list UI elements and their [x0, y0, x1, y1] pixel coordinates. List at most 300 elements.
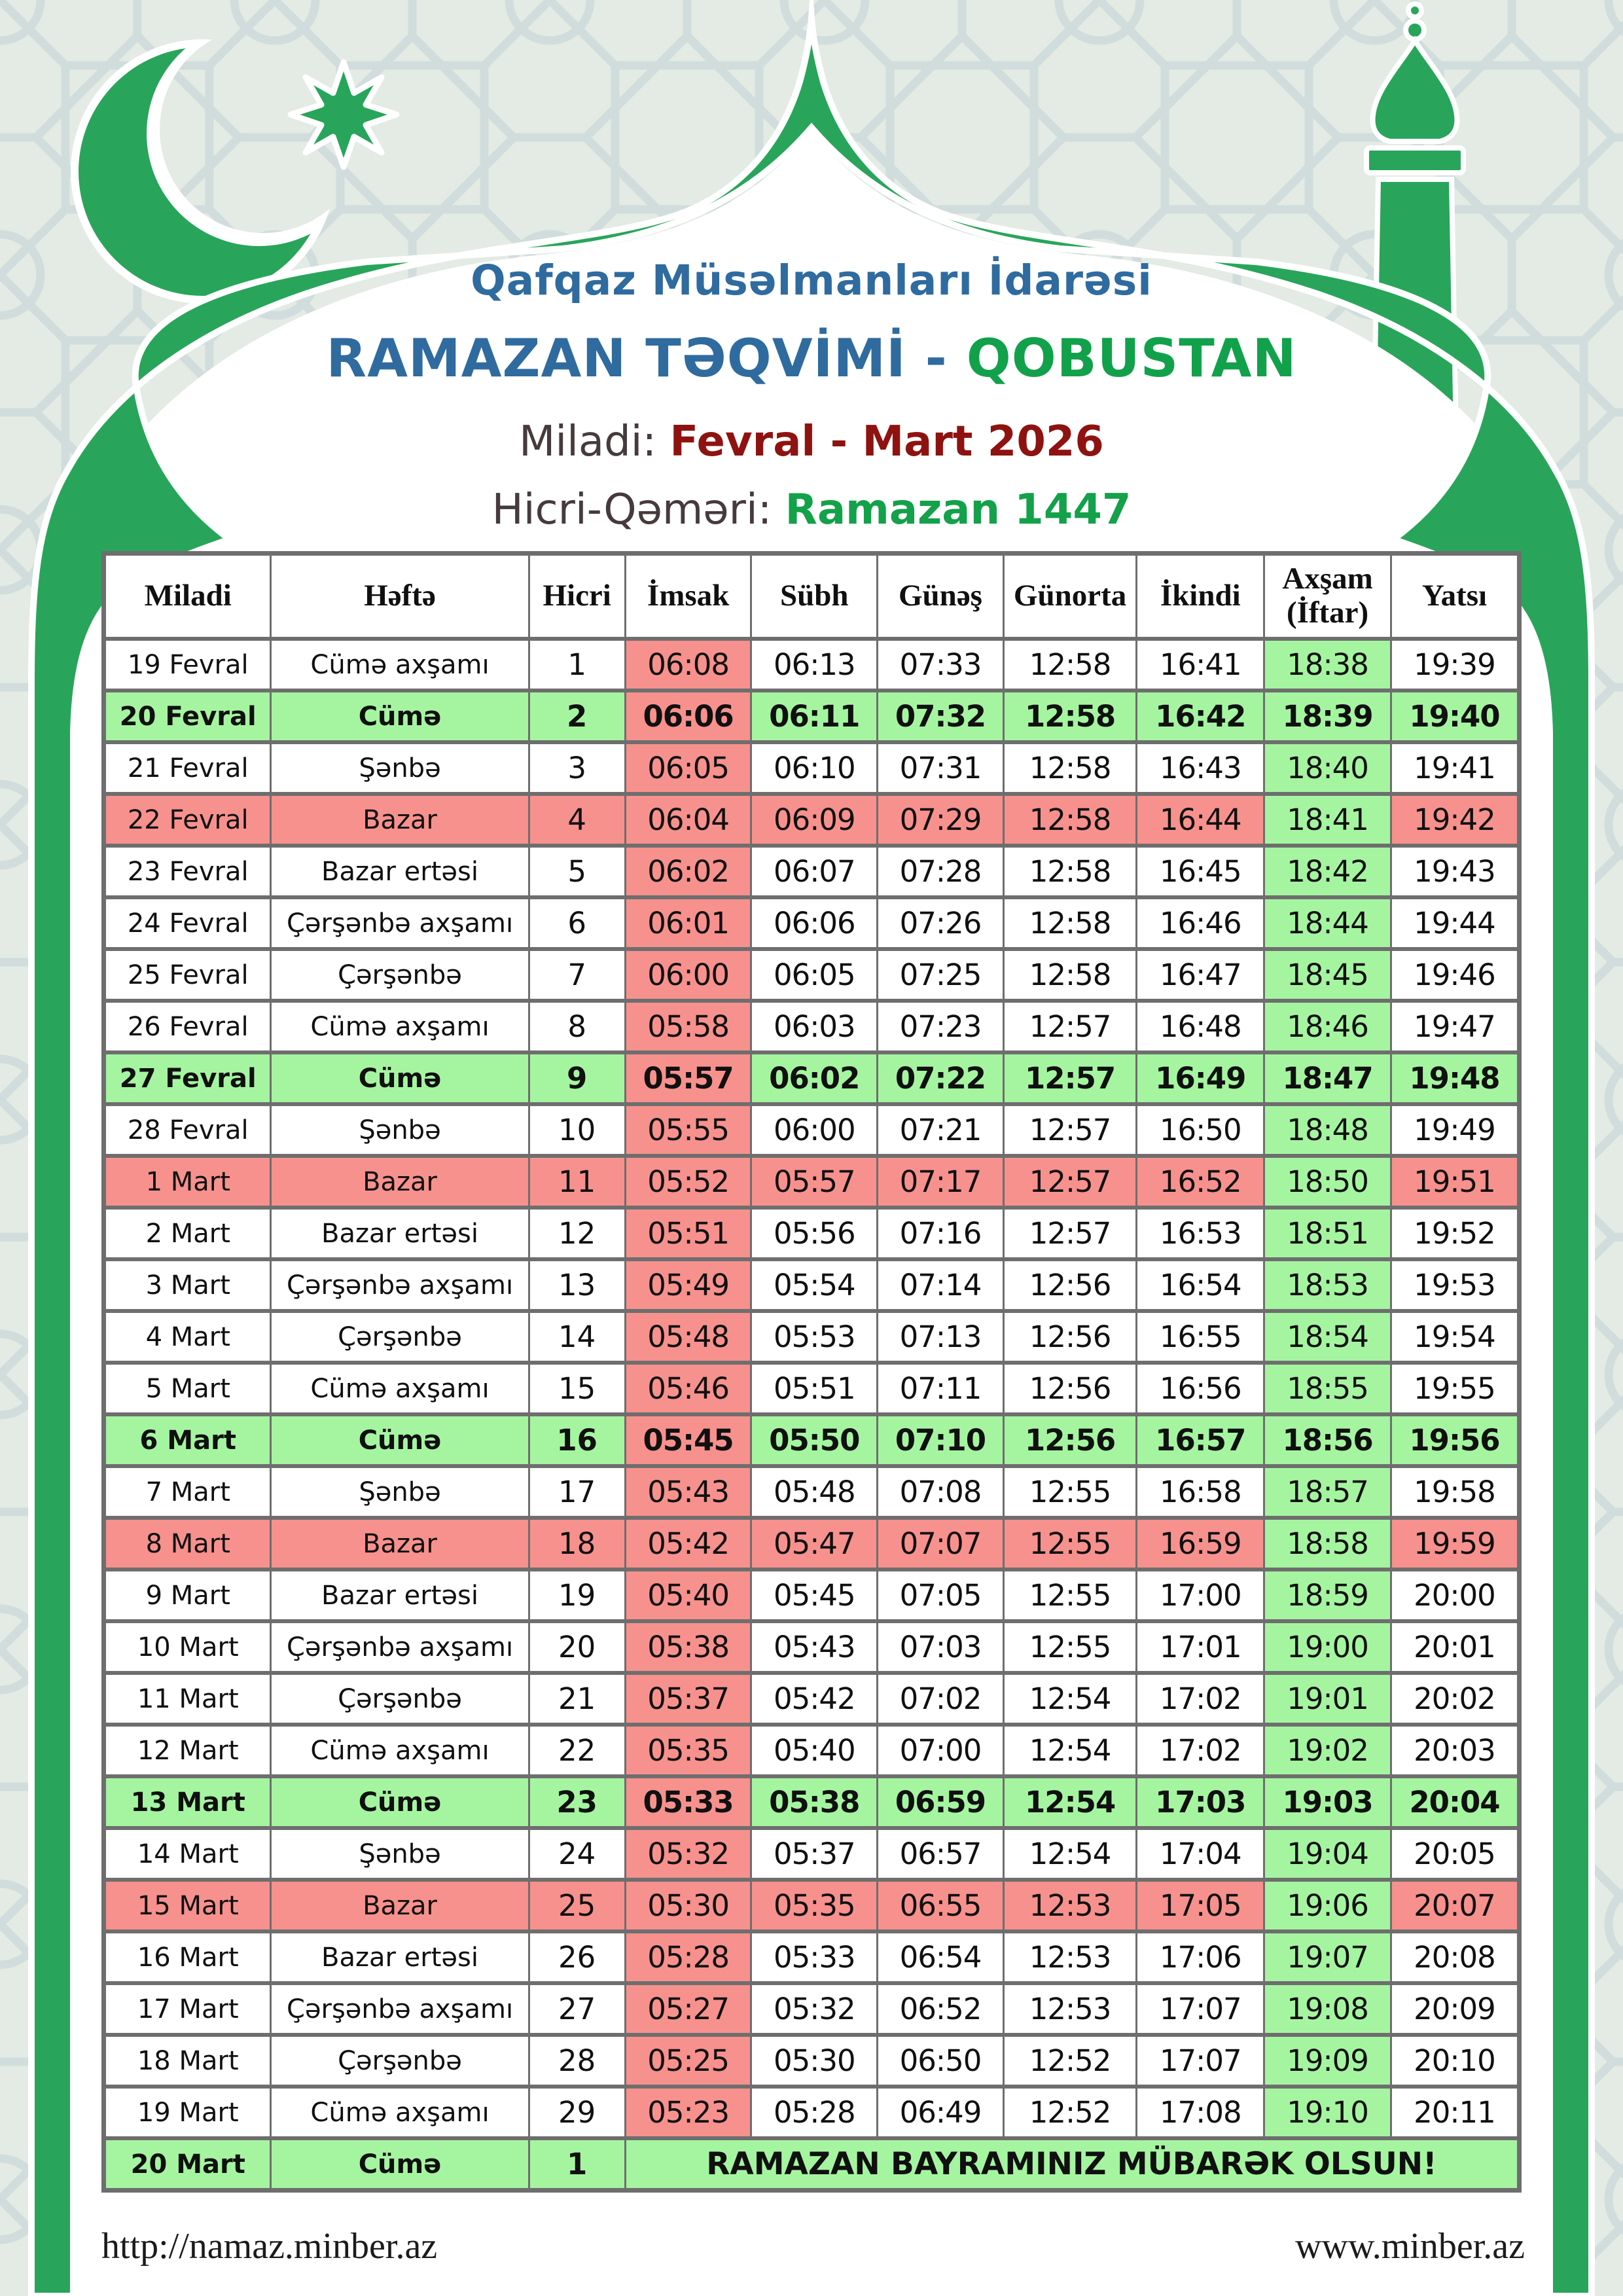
time-cell: 05:48: [751, 1466, 878, 1518]
time-cell: 18:59: [1264, 1570, 1391, 1621]
date-cell: 23 Fevral: [104, 846, 271, 897]
hicri-cell: 15: [529, 1363, 625, 1414]
time-cell: 06:07: [751, 846, 878, 897]
poster-title-city: QOBUSTAN: [966, 328, 1297, 389]
time-cell: 05:47: [751, 1518, 878, 1570]
date-cell: 5 Mart: [104, 1363, 271, 1414]
date-cell: 6 Mart: [104, 1414, 271, 1466]
table-row: [104, 1156, 1520, 1208]
hicri-cell: 12: [529, 1208, 625, 1259]
time-cell: 07:28: [878, 846, 1004, 897]
time-cell: 16:59: [1137, 1518, 1264, 1570]
time-cell: 18:41: [1264, 794, 1391, 846]
time-cell: 16:47: [1137, 949, 1264, 1001]
poster-title: [157, 328, 1466, 389]
time-cell: 17:08: [1137, 2087, 1264, 2138]
time-cell: 12:56: [1003, 1259, 1137, 1311]
date-cell: 28 Fevral: [104, 1104, 271, 1156]
weekday-cell: Çərşənbə: [271, 949, 529, 1001]
time-cell: 19:10: [1264, 2087, 1391, 2138]
time-cell: 12:53: [1003, 1931, 1137, 1983]
table-row: [104, 897, 1520, 949]
time-cell: 07:10: [878, 1414, 1004, 1466]
hicri-cell: 28: [529, 2035, 625, 2087]
time-cell: 12:54: [1003, 1725, 1137, 1776]
ramadan-calendar-table: [101, 551, 1522, 2193]
bayram-row: [104, 2138, 1520, 2191]
time-cell: 17:01: [1137, 1621, 1264, 1673]
table-row: [104, 742, 1520, 794]
time-cell: 19:56: [1391, 1414, 1519, 1466]
time-cell: 12:55: [1003, 1570, 1137, 1621]
time-cell: 06:06: [751, 897, 878, 949]
time-cell: 12:54: [1003, 1673, 1137, 1725]
time-cell: 19:06: [1264, 1880, 1391, 1931]
date-cell: 15 Mart: [104, 1880, 271, 1931]
time-cell: 20:01: [1391, 1621, 1519, 1673]
table-row: [104, 1673, 1520, 1725]
time-cell: 06:05: [751, 949, 878, 1001]
time-cell: 16:53: [1137, 1208, 1264, 1259]
date-cell: 11 Mart: [104, 1673, 271, 1725]
hicri-cell: 24: [529, 1828, 625, 1880]
time-cell: 07:13: [878, 1311, 1004, 1363]
time-cell: 20:02: [1391, 1673, 1519, 1725]
time-cell: 16:58: [1137, 1466, 1264, 1518]
time-cell: 17:07: [1137, 1983, 1264, 2035]
time-cell: 05:35: [625, 1725, 751, 1776]
hicri-line: [157, 486, 1466, 534]
time-cell: 07:07: [878, 1518, 1004, 1570]
hicri-value: Ramazan 1447: [785, 486, 1132, 534]
weekday-cell: Cümə: [271, 1414, 529, 1466]
time-cell: 19:59: [1391, 1518, 1519, 1570]
weekday-cell: Cümə: [271, 691, 529, 742]
hicri-label: Hicri-Qəməri:: [491, 486, 785, 534]
time-cell: 06:00: [625, 949, 751, 1001]
time-cell: 20:07: [1391, 1880, 1519, 1931]
date-cell: 12 Mart: [104, 1725, 271, 1776]
date-cell: 19 Fevral: [104, 639, 271, 691]
date-cell: 3 Mart: [104, 1259, 271, 1311]
time-cell: 20:03: [1391, 1725, 1519, 1776]
weekday-cell: Şənbə: [271, 1466, 529, 1518]
hicri-cell: 22: [529, 1725, 625, 1776]
hicri-cell: 29: [529, 2087, 625, 2138]
date-cell: 17 Mart: [104, 1983, 271, 2035]
time-cell: 20:08: [1391, 1931, 1519, 1983]
time-cell: 17:02: [1137, 1673, 1264, 1725]
table-row: [104, 1311, 1520, 1363]
table-row: [104, 2035, 1520, 2087]
time-cell: 19:54: [1391, 1311, 1519, 1363]
hicri-cell: 21: [529, 1673, 625, 1725]
time-cell: 12:52: [1003, 2087, 1137, 2138]
table-row: [104, 1725, 1520, 1776]
time-cell: 19:46: [1391, 949, 1519, 1001]
hicri-cell: 10: [529, 1104, 625, 1156]
time-cell: 18:44: [1264, 897, 1391, 949]
time-cell: 12:56: [1003, 1363, 1137, 1414]
time-cell: 06:02: [625, 846, 751, 897]
time-cell: 19:47: [1391, 1001, 1519, 1052]
time-cell: 12:58: [1003, 949, 1137, 1001]
time-cell: 05:42: [625, 1518, 751, 1570]
time-cell: 18:39: [1264, 691, 1391, 742]
time-cell: 16:49: [1137, 1052, 1264, 1104]
time-cell: 07:21: [878, 1104, 1004, 1156]
time-cell: 05:23: [625, 2087, 751, 2138]
column-header: Sübh: [751, 554, 878, 639]
hicri-cell: 13: [529, 1259, 625, 1311]
weekday-cell: Cümə axşamı: [271, 2087, 529, 2138]
time-cell: 05:57: [625, 1052, 751, 1104]
time-cell: 05:46: [625, 1363, 751, 1414]
date-cell: 4 Mart: [104, 1311, 271, 1363]
time-cell: 12:54: [1003, 1828, 1137, 1880]
table-row: [104, 1880, 1520, 1931]
weekday-cell: Şənbə: [271, 1828, 529, 1880]
table-row: [104, 1363, 1520, 1414]
time-cell: 07:14: [878, 1259, 1004, 1311]
time-cell: 05:25: [625, 2035, 751, 2087]
star-icon: [291, 62, 397, 167]
table-row: [104, 1052, 1520, 1104]
time-cell: 19:08: [1264, 1983, 1391, 2035]
header-row: [104, 554, 1520, 639]
time-cell: 19:43: [1391, 846, 1519, 897]
time-cell: 20:00: [1391, 1570, 1519, 1621]
organization-title: Qafqaz Müsəlmanları İdarəsi: [471, 257, 1152, 304]
time-cell: 20:04: [1391, 1776, 1519, 1828]
column-header: Axşam (İftar): [1264, 554, 1391, 639]
time-cell: 19:02: [1264, 1725, 1391, 1776]
time-cell: 12:56: [1003, 1311, 1137, 1363]
weekday-cell: Cümə axşamı: [271, 1001, 529, 1052]
time-cell: 06:05: [625, 742, 751, 794]
table-row: [104, 1570, 1520, 1621]
time-cell: 07:33: [878, 639, 1004, 691]
time-cell: 19:53: [1391, 1259, 1519, 1311]
time-cell: 07:17: [878, 1156, 1004, 1208]
weekday-cell: Bazar: [271, 794, 529, 846]
date-cell: 18 Mart: [104, 2035, 271, 2087]
time-cell: 05:28: [751, 2087, 878, 2138]
time-cell: 05:35: [751, 1880, 878, 1931]
time-cell: 05:53: [751, 1311, 878, 1363]
time-cell: 06:03: [751, 1001, 878, 1052]
time-cell: 12:57: [1003, 1104, 1137, 1156]
time-cell: 18:53: [1264, 1259, 1391, 1311]
time-cell: 12:54: [1003, 1776, 1137, 1828]
time-cell: 19:48: [1391, 1052, 1519, 1104]
hicri-cell: 2: [529, 691, 625, 742]
time-cell: 18:58: [1264, 1518, 1391, 1570]
time-cell: 19:42: [1391, 794, 1519, 846]
column-header: İmsak: [625, 554, 751, 639]
time-cell: 19:01: [1264, 1673, 1391, 1725]
time-cell: 16:41: [1137, 639, 1264, 691]
bayram-message-cell: RAMAZAN BAYRAMINIZ MÜBARƏK OLSUN!: [625, 2138, 1519, 2191]
weekday-cell: Cümə: [271, 1052, 529, 1104]
time-cell: 05:30: [625, 1880, 751, 1931]
weekday-cell: Cümə axşamı: [271, 639, 529, 691]
time-cell: 05:40: [625, 1570, 751, 1621]
time-cell: 07:05: [878, 1570, 1004, 1621]
date-cell: 21 Fevral: [104, 742, 271, 794]
time-cell: 19:07: [1264, 1931, 1391, 1983]
time-cell: 18:47: [1264, 1052, 1391, 1104]
time-cell: 12:58: [1003, 639, 1137, 691]
time-cell: 12:55: [1003, 1621, 1137, 1673]
table-row: [104, 1001, 1520, 1052]
weekday-cell: Çərşənbə: [271, 1673, 529, 1725]
date-cell: 24 Fevral: [104, 897, 271, 949]
weekday-cell: Şənbə: [271, 1104, 529, 1156]
time-cell: 05:27: [625, 1983, 751, 2035]
date-cell: 10 Mart: [104, 1621, 271, 1673]
time-cell: 19:44: [1391, 897, 1519, 949]
time-cell: 06:54: [878, 1931, 1004, 1983]
hicri-cell: 4: [529, 794, 625, 846]
hicri-cell: 3: [529, 742, 625, 794]
time-cell: 18:55: [1264, 1363, 1391, 1414]
time-cell: 16:52: [1137, 1156, 1264, 1208]
time-cell: 06:57: [878, 1828, 1004, 1880]
footer-link-right: www.minber.az: [1295, 2226, 1525, 2267]
time-cell: 18:48: [1264, 1104, 1391, 1156]
weekday-cell: Bazar ertəsi: [271, 846, 529, 897]
weekday-cell: Bazar: [271, 1518, 529, 1570]
table-row: [104, 1518, 1520, 1570]
weekday-cell: Çərşənbə axşamı: [271, 1259, 529, 1311]
time-cell: 17:04: [1137, 1828, 1264, 1880]
date-cell: 14 Mart: [104, 1828, 271, 1880]
time-cell: 16:57: [1137, 1414, 1264, 1466]
time-cell: 18:51: [1264, 1208, 1391, 1259]
time-cell: 05:48: [625, 1311, 751, 1363]
table-row: [104, 949, 1520, 1001]
column-header: Miladi: [104, 554, 271, 639]
hicri-cell: 7: [529, 949, 625, 1001]
time-cell: 06:13: [751, 639, 878, 691]
time-cell: 07:11: [878, 1363, 1004, 1414]
weekday-cell: Cümə: [271, 2138, 529, 2191]
time-cell: 12:58: [1003, 794, 1137, 846]
time-cell: 12:55: [1003, 1518, 1137, 1570]
time-cell: 16:46: [1137, 897, 1264, 949]
time-cell: 07:31: [878, 742, 1004, 794]
date-cell: 20 Fevral: [104, 691, 271, 742]
time-cell: 18:42: [1264, 846, 1391, 897]
time-cell: 05:57: [751, 1156, 878, 1208]
time-cell: 05:38: [625, 1621, 751, 1673]
time-cell: 05:40: [751, 1725, 878, 1776]
hicri-cell: 25: [529, 1880, 625, 1931]
column-header: Günəş: [878, 554, 1004, 639]
time-cell: 16:50: [1137, 1104, 1264, 1156]
time-cell: 19:03: [1264, 1776, 1391, 1828]
hicri-cell: 1: [529, 639, 625, 691]
time-cell: 05:55: [625, 1104, 751, 1156]
hicri-cell: 20: [529, 1621, 625, 1673]
table-header: [104, 554, 1520, 639]
time-cell: 12:53: [1003, 1983, 1137, 2035]
time-cell: 19:41: [1391, 742, 1519, 794]
time-cell: 06:49: [878, 2087, 1004, 2138]
time-cell: 06:00: [751, 1104, 878, 1156]
time-cell: 06:08: [625, 639, 751, 691]
column-header: Hicri: [529, 554, 625, 639]
hicri-cell: 18: [529, 1518, 625, 1570]
time-cell: 18:57: [1264, 1466, 1391, 1518]
table-row: [104, 846, 1520, 897]
time-cell: 12:55: [1003, 1466, 1137, 1518]
poster-title-main: RAMAZAN TƏQVİMİ -: [326, 328, 967, 389]
time-cell: 05:38: [751, 1776, 878, 1828]
time-cell: 16:54: [1137, 1259, 1264, 1311]
time-cell: 05:51: [751, 1363, 878, 1414]
time-cell: 05:30: [751, 2035, 878, 2087]
weekday-cell: Çərşənbə: [271, 1311, 529, 1363]
time-cell: 16:55: [1137, 1311, 1264, 1363]
time-cell: 05:32: [625, 1828, 751, 1880]
time-cell: 16:48: [1137, 1001, 1264, 1052]
time-cell: 17:07: [1137, 2035, 1264, 2087]
time-cell: 06:02: [751, 1052, 878, 1104]
hicri-cell: 27: [529, 1983, 625, 2035]
time-cell: 18:50: [1264, 1156, 1391, 1208]
date-cell: 1 Mart: [104, 1156, 271, 1208]
time-cell: 05:50: [751, 1414, 878, 1466]
time-cell: 17:02: [1137, 1725, 1264, 1776]
date-cell: 9 Mart: [104, 1570, 271, 1621]
date-cell: 25 Fevral: [104, 949, 271, 1001]
time-cell: 05:45: [751, 1570, 878, 1621]
time-cell: 05:33: [751, 1931, 878, 1983]
hicri-cell: 8: [529, 1001, 625, 1052]
time-cell: 06:59: [878, 1776, 1004, 1828]
time-cell: 19:49: [1391, 1104, 1519, 1156]
date-cell: 26 Fevral: [104, 1001, 271, 1052]
table-row: [104, 1104, 1520, 1156]
column-header: Həftə: [271, 554, 529, 639]
weekday-cell: Bazar ertəsi: [271, 1931, 529, 1983]
table-row: [104, 1931, 1520, 1983]
date-cell: 13 Mart: [104, 1776, 271, 1828]
date-cell: 20 Mart: [104, 2138, 271, 2191]
time-cell: 20:10: [1391, 2035, 1519, 2087]
time-cell: 05:52: [625, 1156, 751, 1208]
time-cell: 20:09: [1391, 1983, 1519, 2035]
hicri-cell: 6: [529, 897, 625, 949]
hicri-cell: 14: [529, 1311, 625, 1363]
time-cell: 07:25: [878, 949, 1004, 1001]
time-cell: 05:32: [751, 1983, 878, 2035]
time-cell: 05:37: [751, 1828, 878, 1880]
table-row: [104, 2087, 1520, 2138]
time-cell: 17:03: [1137, 1776, 1264, 1828]
time-cell: 12:58: [1003, 897, 1137, 949]
time-cell: 19:51: [1391, 1156, 1519, 1208]
time-cell: 06:06: [625, 691, 751, 742]
time-cell: 05:42: [751, 1673, 878, 1725]
time-cell: 16:43: [1137, 742, 1264, 794]
time-cell: 19:04: [1264, 1828, 1391, 1880]
footer: [101, 2225, 1525, 2267]
time-cell: 12:56: [1003, 1414, 1137, 1466]
date-cell: 7 Mart: [104, 1466, 271, 1518]
time-cell: 07:00: [878, 1725, 1004, 1776]
weekday-cell: Şənbə: [271, 742, 529, 794]
date-cell: 19 Mart: [104, 2087, 271, 2138]
time-cell: 05:51: [625, 1208, 751, 1259]
table-row: [104, 1208, 1520, 1259]
column-header: İkindi: [1137, 554, 1264, 639]
time-cell: 18:46: [1264, 1001, 1391, 1052]
time-cell: 19:55: [1391, 1363, 1519, 1414]
time-cell: 18:56: [1264, 1414, 1391, 1466]
time-cell: 16:56: [1137, 1363, 1264, 1414]
time-cell: 07:02: [878, 1673, 1004, 1725]
hicri-cell: 16: [529, 1414, 625, 1466]
time-cell: 05:28: [625, 1931, 751, 1983]
time-cell: 19:40: [1391, 691, 1519, 742]
table-row: [104, 1828, 1520, 1880]
time-cell: 07:23: [878, 1001, 1004, 1052]
table-row: [104, 794, 1520, 846]
time-cell: 12:58: [1003, 846, 1137, 897]
table-row: [104, 639, 1520, 691]
time-cell: 19:09: [1264, 2035, 1391, 2087]
time-cell: 06:10: [751, 742, 878, 794]
weekday-cell: Bazar: [271, 1156, 529, 1208]
time-cell: 07:08: [878, 1466, 1004, 1518]
table-row: [104, 1621, 1520, 1673]
date-cell: 2 Mart: [104, 1208, 271, 1259]
date-cell: 16 Mart: [104, 1931, 271, 1983]
time-cell: 19:00: [1264, 1621, 1391, 1673]
column-header: Yatsı: [1391, 554, 1519, 639]
time-cell: 05:54: [751, 1259, 878, 1311]
miladi-value: Fevral - Mart 2026: [669, 418, 1104, 466]
time-cell: 07:29: [878, 794, 1004, 846]
time-cell: 18:40: [1264, 742, 1391, 794]
poster-header: [157, 257, 1466, 554]
footer-link-left: http://namaz.minber.az: [101, 2226, 438, 2267]
time-cell: 12:57: [1003, 1208, 1137, 1259]
time-cell: 19:52: [1391, 1208, 1519, 1259]
time-cell: 06:55: [878, 1880, 1004, 1931]
time-cell: 12:57: [1003, 1156, 1137, 1208]
time-cell: 05:43: [625, 1466, 751, 1518]
time-cell: 12:58: [1003, 742, 1137, 794]
time-cell: 17:05: [1137, 1880, 1264, 1931]
hicri-cell: 26: [529, 1931, 625, 1983]
hicri-cell: 11: [529, 1156, 625, 1208]
column-header: Günorta: [1003, 554, 1137, 639]
time-cell: 06:09: [751, 794, 878, 846]
time-cell: 05:49: [625, 1259, 751, 1311]
hicri-cell: 23: [529, 1776, 625, 1828]
table-row: [104, 1466, 1520, 1518]
weekday-cell: Cümə axşamı: [271, 1725, 529, 1776]
time-cell: 05:37: [625, 1673, 751, 1725]
weekday-cell: Bazar ertəsi: [271, 1208, 529, 1259]
time-cell: 20:11: [1391, 2087, 1519, 2138]
date-cell: 8 Mart: [104, 1518, 271, 1570]
time-cell: 07:32: [878, 691, 1004, 742]
